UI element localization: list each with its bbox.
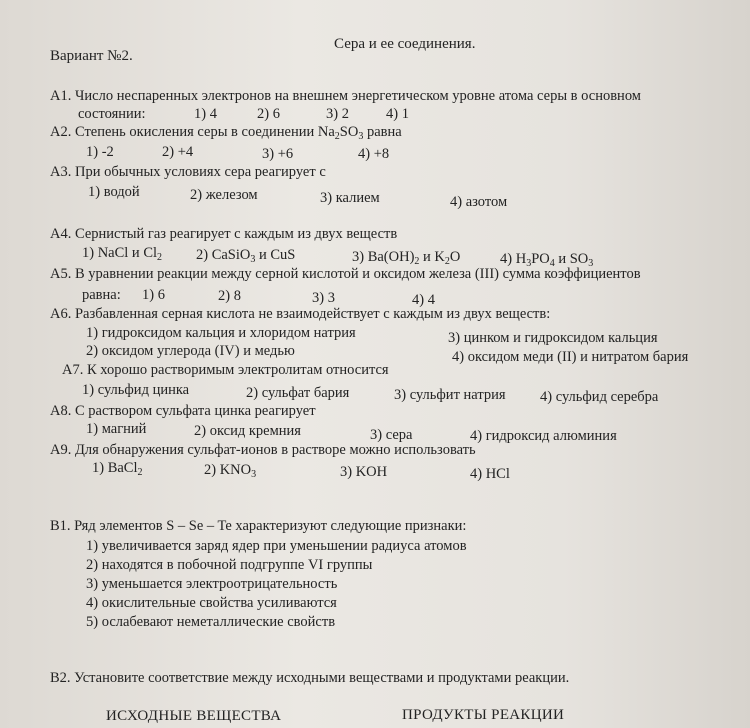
question-a1-text-cont: состоянии: xyxy=(78,106,146,122)
question-b1-text: В1. Ряд элементов S – Se – Te характеризуют следующие признаки: xyxy=(50,518,467,534)
formula-na2so3: $Na_2SO_3$ xyxy=(317,124,364,142)
a5-option-1: 1) 6 xyxy=(142,287,165,303)
variant-label: Вариант №2. xyxy=(50,48,133,64)
worksheet-title: Сера и ее соединения. xyxy=(334,36,476,52)
question-a5-text: А5. В уравнении реакции между серной кислотой и оксидом железа (III) сумма коэффициентов xyxy=(50,266,641,282)
a2-option-2: 2) +4 xyxy=(162,144,194,160)
a8-option-3: 3) сера xyxy=(370,427,413,443)
question-a2-text: А2. Степень окисления серы в соединении xyxy=(50,124,315,140)
a6-option-3: 3) цинком и гидроксидом кальция xyxy=(448,330,658,346)
a8-option-1: 1) магний xyxy=(86,421,147,437)
b1-option-5: 5) ослабевают неметаллические свойств xyxy=(86,614,336,630)
a9-option-4: 4) HCl xyxy=(470,466,510,482)
question-a6-text: А6. Разбавленная серная кислота не взаимодействует с каждым из двух веществ: xyxy=(50,306,551,322)
b2-col-left-header: ИСХОДНЫЕ ВЕЩЕСТВА xyxy=(106,708,282,724)
a8-option-4: 4) гидроксид алюминия xyxy=(470,428,617,444)
a4-option-2: 2) CaSiO$_3$ и CuS xyxy=(196,247,296,265)
a3-option-2: 2) железом xyxy=(190,187,258,203)
a1-option-1: 1) 4 xyxy=(194,106,217,122)
question-a3-text: А3. При обычных условиях сера реагирует с xyxy=(50,164,326,180)
question-a9-text: А9. Для обнаружения сульфат-ионов в растворе можно использовать xyxy=(50,442,476,458)
question-a2 xyxy=(50,124,402,141)
a7-option-4: 4) сульфид серебра xyxy=(540,389,659,405)
question-a7-text: А7. К хорошо растворимым электролитам относится xyxy=(62,362,389,378)
a2-option-4: 4) +8 xyxy=(358,146,390,162)
question-b2-text: В2. Установите соответствие между исходными веществами и продуктами реакции. xyxy=(50,670,570,686)
a1-option-3: 3) 2 xyxy=(326,106,349,122)
a6-option-2: 2) оксидом углерода (IV) и медью xyxy=(86,343,295,359)
b1-option-4: 4) окислительные свойства усиливаются xyxy=(86,595,337,611)
a7-option-1: 1) сульфид цинка xyxy=(82,382,190,398)
a5-lead: равна: xyxy=(82,287,121,303)
a3-option-3: 3) калием xyxy=(320,190,380,206)
a1-option-2: 2) 6 xyxy=(257,106,280,122)
a9-option-1: 1) BaCl$_2$ xyxy=(92,460,143,478)
a5-option-3: 3) 3 xyxy=(312,290,335,306)
a3-option-1: 1) водой xyxy=(88,184,140,200)
b1-option-2: 2) находятся в побочной подгруппе VI группы xyxy=(86,557,373,573)
a4-option-3: 3) $Ba(OH)_2$ и $K_2O$ xyxy=(352,249,461,267)
a7-option-2: 2) сульфат бария xyxy=(246,385,350,401)
a6-option-1: 1) гидроксидом кальция и хлоридом натрия xyxy=(86,325,356,341)
question-a2-text-end: равна xyxy=(366,124,402,140)
a6-option-4: 4) оксидом меди (II) и нитратом бария xyxy=(452,349,689,365)
a1-option-4: 4) 1 xyxy=(386,106,409,122)
b1-option-1: 1) увеличивается заряд ядер при уменьшении радиуса атомов xyxy=(86,538,467,554)
a2-option-3: 3) +6 xyxy=(262,146,294,162)
a3-option-4: 4) азотом xyxy=(450,194,508,210)
question-a8-text: А8. С раствором сульфата цинка реагирует xyxy=(50,403,316,419)
a5-option-4: 4) 4 xyxy=(412,292,435,308)
a4-option-1: 1) NaCl и $Cl_2$ xyxy=(82,245,163,263)
a5-option-2: 2) 8 xyxy=(218,288,241,304)
b1-option-3: 3) уменьшается электроотрицательность xyxy=(86,576,338,592)
a9-option-3: 3) KOH xyxy=(340,464,388,480)
a2-option-1: 1) -2 xyxy=(86,144,114,160)
question-a1-text: А1. Число неспаренных электронов на внешнем энергетическом уровне атома серы в основном xyxy=(50,88,641,104)
a8-option-2: 2) оксид кремния xyxy=(194,423,301,439)
a4-option-4: 4) $H_3PO_4$ и $SO_3$ xyxy=(500,251,594,269)
a9-option-2: 2) $KNO_3$ xyxy=(204,462,257,480)
b2-col-right-header: ПРОДУКТЫ РЕАКЦИИ xyxy=(402,707,565,723)
a7-option-3: 3) сульфит натрия xyxy=(394,387,506,403)
question-a4-text: А4. Сернистый газ реагирует с каждым из двух веществ xyxy=(50,226,398,242)
